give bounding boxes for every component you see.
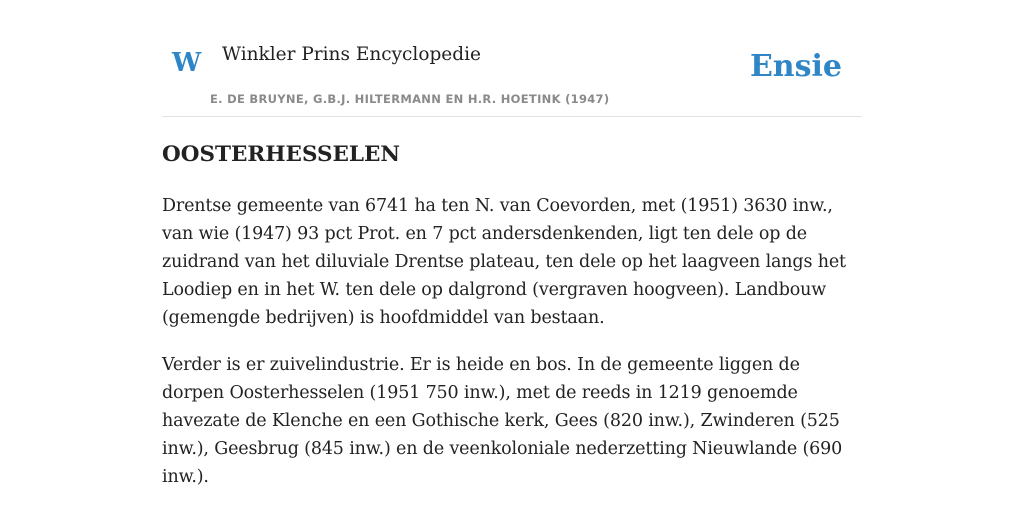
authors-line: E. DE BRUYNE, G.B.J. HILTERMANN EN H.R. HOETINK (1947) xyxy=(210,92,610,106)
paragraph: Drentse gemeente van 6741 ha ten N. van Coevorden, met (1951) 3630 inw., van wie (1947) 93 pct Prot. en 7 pct andersdenkenden, ligt ten dele op de zuidrand van het diluviale Drentse plateau, ten dele op het laagveen langs het Loodiep en in het W. ten dele op dalgrond (vergraven hoogveen). Landbouw (gemengde bedrijven) is hoofdmiddel van bestaan. xyxy=(162,196,846,328)
header xyxy=(162,0,862,117)
entry-body xyxy=(162,192,862,510)
winkler-prins-logo[interactable]: W xyxy=(172,48,202,78)
ensie-logo[interactable]: Ensie xyxy=(749,49,842,84)
publication-title[interactable]: Winkler Prins Encyclopedie xyxy=(222,44,481,65)
paragraph: Verder is er zuivelindustrie. Er is heide en bos. In de gemeente liggen de dorpen Oosterhesselen (1951 750 inw.), met de reeds in 1219 genoemde havezate de Klenche en een Gothische kerk, Gees (820 inw.), Zwinderen (525 inw.), Geesbrug (845 inw.) en de veenkoloniale nederzetting Nieuwlande (690 inw.). xyxy=(162,355,843,487)
entry-title: OOSTERHESSELEN xyxy=(162,142,401,167)
